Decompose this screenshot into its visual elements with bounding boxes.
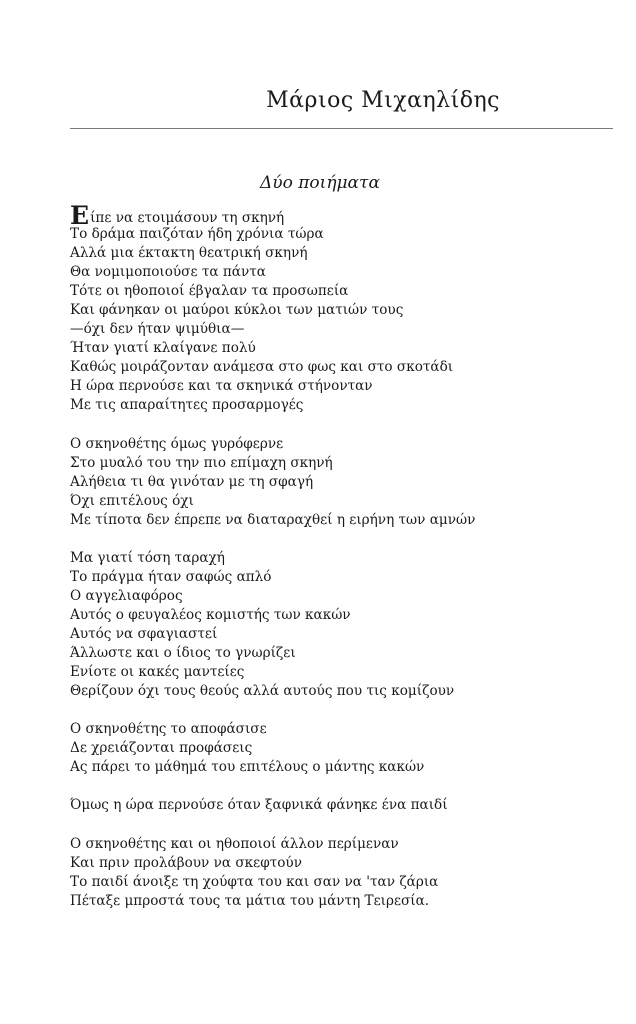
poem-line: Ήταν γιατί κλαίγανε πολύ bbox=[70, 340, 256, 357]
poem-line: Αυτός ο φευγαλέος κομιστής των κακών bbox=[70, 606, 351, 623]
poem-line: —όχι δεν ήταν ψιμύθια— bbox=[70, 321, 245, 338]
drop-cap: Ε bbox=[70, 201, 90, 230]
stanza-break bbox=[70, 530, 615, 549]
poem-line: Θα νομιμοποιούσε τα πάντα bbox=[70, 264, 266, 281]
poem-line: Και φάνηκαν οι μαύροι κύκλοι των ματιών τους bbox=[70, 302, 404, 319]
poem-line: Ο σκηνοθέτης όμως γυρόφερνε bbox=[70, 435, 284, 452]
author-name: Μάριος Μιχαηλίδης bbox=[266, 88, 500, 113]
poem-line: Όχι επιτέλους όχι bbox=[70, 492, 194, 509]
poem-line: Και πριν προλάβουν να σκεφτούν bbox=[70, 854, 302, 871]
poem-line: Ενίοτε οι κακές μαντείες bbox=[70, 664, 245, 681]
poem-line: Όμως η ώρα περνούσε όταν ξαφνικά φάνηκε ένα παιδί bbox=[70, 797, 448, 814]
poem-line: Ο σκηνοθέτης το αποφάσισε bbox=[70, 721, 267, 738]
poem-line: Άλλωστε και ο ίδιος το γνωρίζει bbox=[70, 645, 296, 662]
poem-line: Ας πάρει το μάθημά του επιτέλους ο μάντης κακών bbox=[70, 759, 425, 776]
poem-line: Αυτός να σφαγιαστεί bbox=[70, 626, 218, 643]
poem-line: Αλήθεια τι θα γινόταν με τη σφαγή bbox=[70, 473, 314, 490]
poem-title: Δύο ποιήματα bbox=[260, 173, 380, 193]
poem-line: Δε χρειάζονται προφάσεις bbox=[70, 740, 253, 757]
header-rule bbox=[70, 128, 613, 129]
poem-line: Θερίζουν όχι τους θεούς αλλά αυτούς που τις κομίζουν bbox=[70, 683, 455, 700]
poem-line: Το πράγμα ήταν σαφώς απλό bbox=[70, 568, 272, 585]
poem-line: Ο σκηνοθέτης και οι ηθοποιοί άλλον περίμεναν bbox=[70, 835, 399, 852]
poem-body bbox=[70, 201, 615, 911]
poem-line: Με τις απαραίτητες προσαρμογές bbox=[70, 397, 304, 414]
poem-line: Ο αγγελιαφόρος bbox=[70, 587, 183, 604]
stanza-break bbox=[70, 701, 615, 720]
poem-line: Πέταξε μπροστά τους τα μάτια του μάντη Τειρεσία. bbox=[70, 892, 430, 909]
poem-line: Το παιδί άνοιξε τη χούφτα του και σαν να 'ταν ζάρια bbox=[70, 873, 439, 890]
poem-line: Αλλά μια έκτακτη θεατρική σκηνή bbox=[70, 245, 308, 262]
poem-line: Η ώρα περνούσε και τα σκηνικά στήνονταν bbox=[70, 378, 373, 395]
poem-line: Το δράμα παιζόταν ήδη χρόνια τώρα bbox=[70, 226, 324, 243]
stanza-break bbox=[70, 777, 615, 796]
poem-line: Στο μυαλό του την πιο επίμαχη σκηνή bbox=[70, 454, 333, 471]
poem-line: Με τίποτα δεν έπρεπε να διαταραχθεί η ειρήνη των αμνών bbox=[70, 511, 476, 528]
poem-line: Τότε οι ηθοποιοί έβγαλαν τα προσωπεία bbox=[70, 283, 349, 300]
poem-line: Μα γιατί τόση ταραχή bbox=[70, 549, 225, 566]
first-line-text: ίπε να ετοιμάσουν τη σκηνή bbox=[90, 210, 285, 226]
poem-line bbox=[70, 201, 615, 230]
poem-line: Καθώς μοιράζονταν ανάμεσα στο φως και στο σκοτάδι bbox=[70, 359, 454, 376]
stanza-break bbox=[70, 816, 615, 835]
stanza-break bbox=[70, 416, 615, 435]
